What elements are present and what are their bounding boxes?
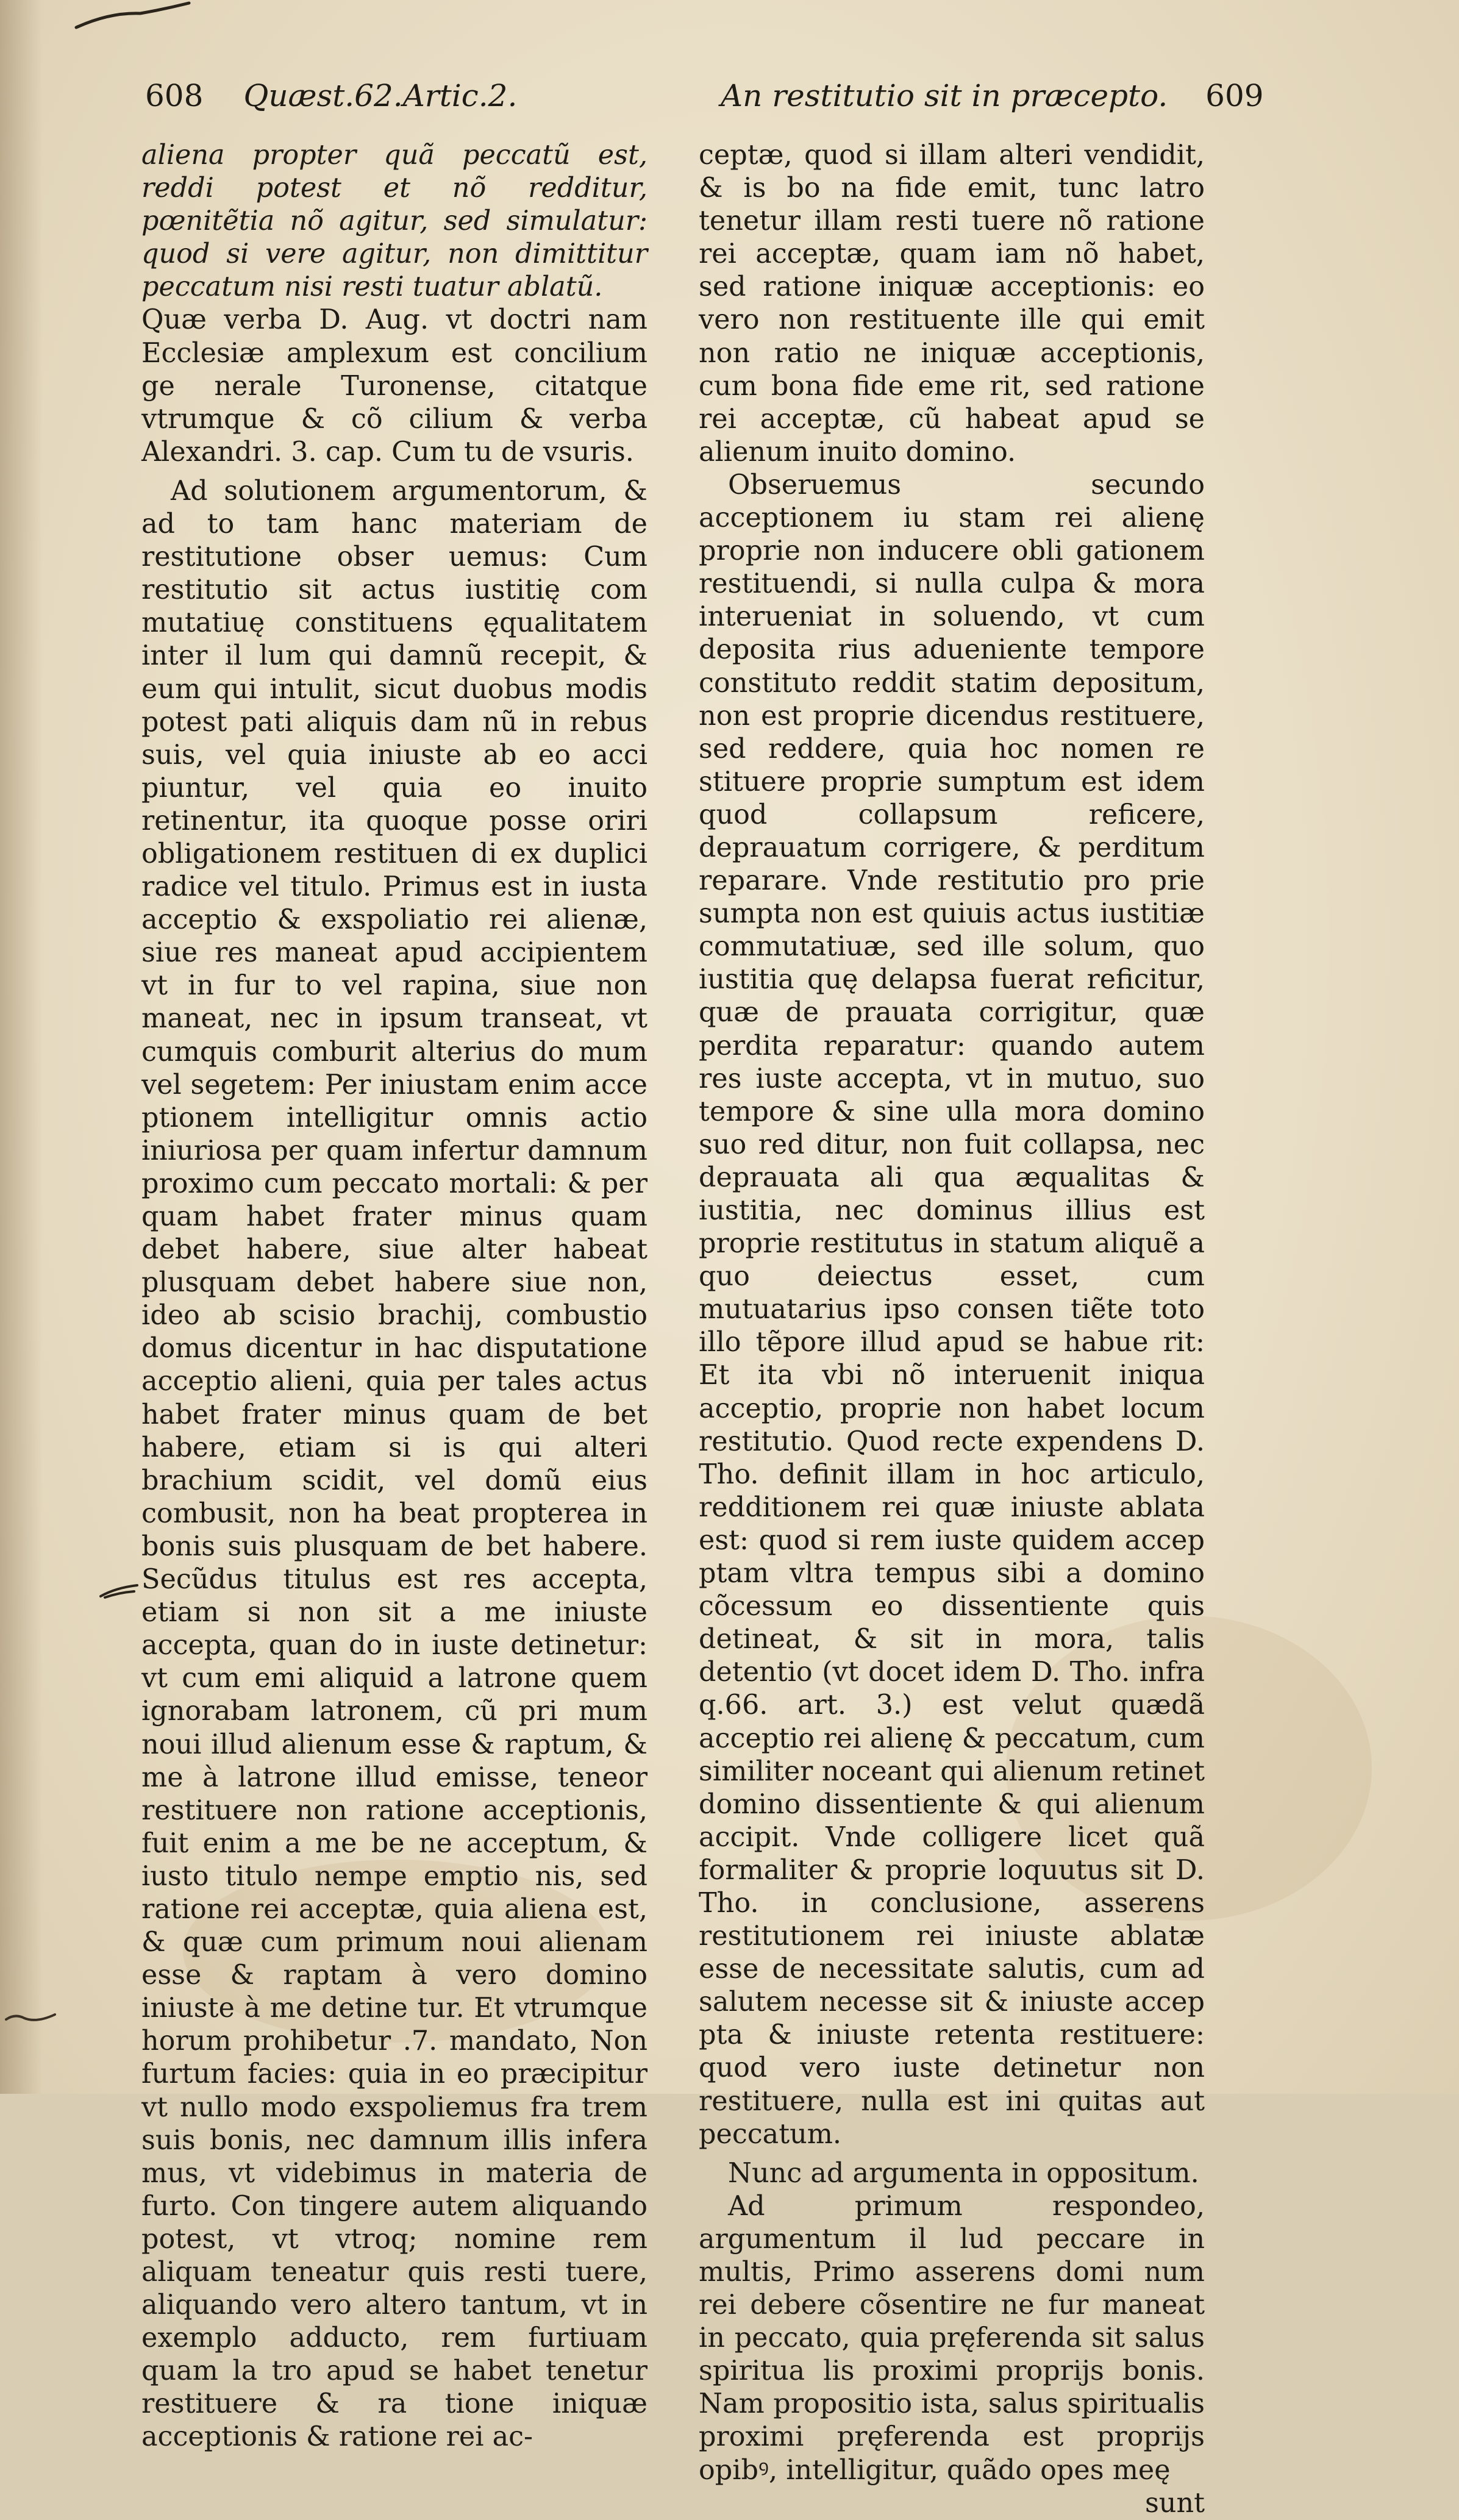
left-column bbox=[141, 139, 647, 2454]
margin-mark-icon bbox=[98, 1583, 140, 1601]
catchword: sunt bbox=[1144, 2487, 1205, 2519]
left-paragraph-1: Quæ verba D. Aug. vt doctri nam Ecclesiæ amplexum est concilium ge nerale Turonense, citatque vtrumque & cõ cilium & verba Alexandri. 3. cap. Cum tu de vsuris. bbox=[141, 304, 647, 468]
right-running-title: An restitutio sit in præcepto. bbox=[721, 78, 1168, 113]
right-paragraph-4: Ad primum respondeo, argumentum il lud peccare in multis, Primo asserens domi num rei debere cõsentire ne fur maneat in peccato, quia pręferenda sit salus spiritua lis proximi proprijs bonis. Nam propositio ista, salus spiritualis proximi pręferenda est proprijs opibꝰ, intelligitur, quãdo opes meę bbox=[699, 2190, 1205, 2486]
right-paragraph-2: Obseruemus secundo acceptionem iu stam rei alienę proprie non inducere obli gationem restituendi, si nulla culpa & mora interueniat in soluendo, vt cum deposita rius adueniente tempore constituto reddit statim depositum, non est proprie dicendus restituere, sed reddere, quia hoc nomen re stituere proprie sumptum est idem quod collapsum reficere, deprauatum corrigere, & perditum reparare. Vnde restitutio pro prie sumpta non est quiuis actus iustitiæ commutatiuæ, sed ille solum, quo iustitia quę delapsa fuerat reficitur, quæ de prauata corrigitur, quæ perdita reparatur: quando autem res iuste accepta, vt in mutuo, suo tempore & sine ulla mora domino suo red ditur, non fuit collapsa, nec deprauata ali qua æqualitas & iustitia, nec dominus illius est proprie restitutus in statum aliquẽ a quo deiectus esset, cum mutuatarius ipso consen tiẽte toto illo tẽpore illud apud se habue rit: Et ita vbi nõ interuenit iniqua acceptio, proprie non habet locum restitutio. Quod recte expendens D. Tho. definit illam in hoc articulo, redditionem rei quæ iniuste ablata est: quod si rem iuste quidem accep ptam vltra tempus sibi a domino cõcessum eo dissentiente quis detineat, & sit in mora, talis detentio (vt docet idem D. Tho. infra q.66. art. 3.) est velut quædã acceptio rei alienę & peccatum, cum similiter noceant qui alienum retinet domino dissentiente & qui alienum accipit. Vnde colligere licet quã formaliter & proprie loquutus sit D. Tho. in conclusione, asserens restitutionem rei iniuste ablatæ esse de necessitate salutis, cum ad salutem necesse sit & iniuste accep pta & iniuste retenta restituere: quod vero iuste detinetur non restituere, nulla est ini quitas aut peccatum. bbox=[699, 469, 1205, 2150]
ink-flourish-icon bbox=[73, 0, 195, 37]
left-running-title: Quæst.62.Artic.2. bbox=[243, 78, 518, 113]
left-paragraph-1-quote: aliena propter quã peccatũ est, reddi potest et nõ redditur, pœnitẽtia nõ agitur, sed simulatur: quod si vere agitur, non dimittitur peccatum nisi resti tuatur ablatũ. bbox=[141, 140, 647, 303]
gutter-shadow bbox=[0, 0, 43, 2094]
right-paragraph-3: Nunc ad argumenta in oppositum. bbox=[728, 2157, 1199, 2189]
running-head-right bbox=[721, 78, 1264, 113]
running-head-left bbox=[145, 78, 517, 113]
right-page-number: 609 bbox=[1205, 78, 1264, 113]
right-column bbox=[699, 139, 1205, 2520]
margin-mark-icon bbox=[0, 2001, 61, 2032]
right-paragraph-1: ceptæ, quod si illam alteri vendidit, & is bo na fide emit, tunc latro tenetur illam resti tuere nõ ratione rei acceptæ, quam iam nõ habet, sed ratione iniquæ acceptionis: eo vero non restituente ille qui emit non ratio ne iniquæ acceptionis, cum bona fide eme rit, sed ratione rei acceptæ, cũ habeat apud se alienum inuito domino. bbox=[699, 140, 1205, 468]
left-page-number: 608 bbox=[145, 78, 204, 113]
left-paragraph-2: Ad solutionem argumentorum, & ad to tam hanc materiam de restitutione obser uemus: Cum restitutio sit actus iustitię com mutatiuę constituens ęqualitatem inter il lum qui damnũ recepit, & eum qui intulit, sicut duobus modis potest pati aliquis dam nũ in rebus suis, vel quia iniuste ab eo acci piuntur, vel quia eo inuito retinentur, ita quoque posse oriri obligationem restituen di ex duplici radice vel titulo. Primus est in iusta acceptio & exspoliatio rei alienæ, siue res maneat apud accipientem vt in fur to vel rapina, siue non maneat, nec in ipsum transeat, vt cumquis comburit alterius do mum vel segetem: Per iniustam enim acce ptionem intelligitur omnis actio iniuriosa per quam infertur damnum proximo cum peccato mortali: & per quam habet frater minus quam debet habere, siue alter habeat plusquam debet habere siue non, ideo ab scisio brachij, combustio domus dicentur in hac disputatione acceptio alieni, quia per tales actus habet frater minus quam de bet habere, etiam si is qui alteri brachium scidit, vel domũ eius combusit, non ha beat propterea in bonis suis plusquam de bet habere. Secũdus titulus est res accepta, etiam si non sit a me iniuste accepta, quan do in iuste detinetur: vt cum emi aliquid a latrone quem ignorabam latronem, cũ pri mum noui illud alienum esse & raptum, & me à latrone illud emisse, teneor restituere non ratione acceptionis, fuit enim a me be ne acceptum, & iusto titulo nempe emptio nis, sed ratione rei acceptæ, quia aliena est, & quæ cum primum noui alienam esse & raptam à vero domino iniuste à me detine tur. Et vtrumque horum prohibetur .7. mandato, Non furtum facies: quia in eo præcipitur vt nullo modo exspoliemus fra trem suis bonis, nec damnum illis infera mus, vt videbimus in materia de furto. Con tingere autem aliquando potest, vt vtroq; nomine rem aliquam teneatur quis resti tuere, aliquando vero altero tantum, vt in exemplo adducto, rem furtiuam quam la tro apud se habet tenetur restituere & ra tione iniquæ acceptionis & ratione rei ac- bbox=[141, 475, 647, 2453]
